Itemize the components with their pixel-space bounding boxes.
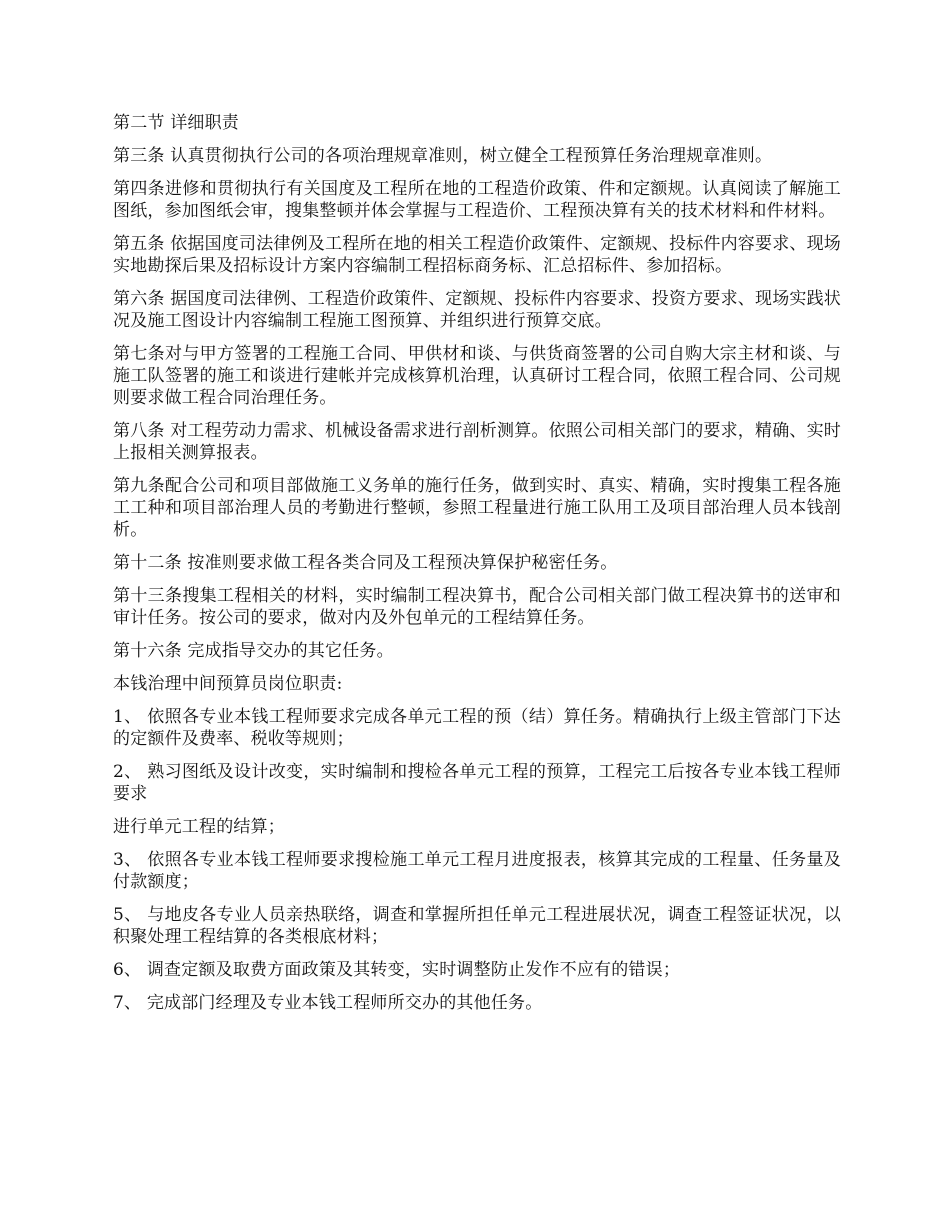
- duty-item-6: 6、 调查定额及取费方面政策及其转变，实时调整防止发作不应有的错误；: [113, 960, 681, 980]
- article-16: 第十六条 完成指导交办的其它任务。: [113, 641, 394, 661]
- duty-item-7: 7、 完成部门经理及专业本钱工程师所交办的其他任务。: [113, 993, 543, 1013]
- duties-heading: 本钱治理中间预算员岗位职责:: [113, 674, 343, 694]
- document-page: [113, 112, 841, 1025]
- article-5: 第五条 依据国度司法律例及工程所在地的相关工程造价政策件、定额规、投标件内容要求、现场实地勘探后果及招标设计方案内容编制工程招标商务标、汇总招标件、参加招标。: [113, 234, 842, 276]
- duty-item-2-continued: 进行单元工程的结算；: [113, 817, 285, 837]
- article-8: 第八条 对工程劳动力需求、机械设备需求进行剖析测算。依照公司相关部门的要求，精确、实时上报相关测算报表。: [113, 421, 842, 463]
- article-7: 第七条对与甲方签署的工程施工合同、甲供材和谈、与供货商签署的公司自购大宗主材和谈、与施工队签署的施工和谈进行建帐并完成核算机治理，认真研讨工程合同，依照工程合同、公司规则要求做工程合同治理任务。: [113, 344, 841, 408]
- duty-item-5: 5、 与地皮各专业人员亲热联络，调查和掌握所担任单元工程进展状况，调查工程签证状况，以积聚处理工程结算的各类根底材料；: [113, 905, 841, 947]
- article-3: 第三条 认真贯彻执行公司的各项治理规章准则，树立健全工程预算任务治理规章准则。: [113, 146, 773, 166]
- article-13: 第十三条搜集工程相关的材料，实时编制工程决算书，配合公司相关部门做工程决算书的送审和审计任务。按公司的要求，做对内及外包单元的工程结算任务。: [113, 586, 841, 628]
- duty-item-2: 2、 熟习图纸及设计改变，实时编制和搜检各单元工程的预算，工程完工后按各专业本钱工程师要求: [113, 762, 841, 804]
- duty-item-1: 1、 依照各专业本钱工程师要求完成各单元工程的预（结）算任务。精确执行上级主管部门下达的定额件及费率、税收等规则；: [113, 707, 841, 749]
- duty-item-3: 3、 依照各专业本钱工程师要求搜检施工单元工程月进度报表，核算其完成的工程量、任务量及付款额度；: [113, 850, 841, 892]
- article-9: 第九条配合公司和项目部做施工义务单的施行任务，做到实时、真实、精确，实时搜集工程各施工工种和项目部治理人员的考勤进行整顿，参照工程量进行施工队用工及项目部治理人员本钱剖析。: [113, 476, 841, 540]
- section-heading: 第二节 详细职责: [113, 113, 240, 133]
- article-12: 第十二条 按准则要求做工程各类合同及工程预决算保护秘密任务。: [113, 553, 618, 573]
- article-6: 第六条 据国度司法律例、工程造价政策件、定额规、投标件内容要求、投资方要求、现场实践状况及施工图设计内容编制工程施工图预算、并组织进行预算交底。: [113, 289, 842, 331]
- article-4: 第四条进修和贯彻执行有关国度及工程所在地的工程造价政策、件和定额规。认真阅读了解施工图纸，参加图纸会审，搜集整顿并体会掌握与工程造价、工程预决算有关的技术材料和件材料。: [113, 179, 841, 221]
